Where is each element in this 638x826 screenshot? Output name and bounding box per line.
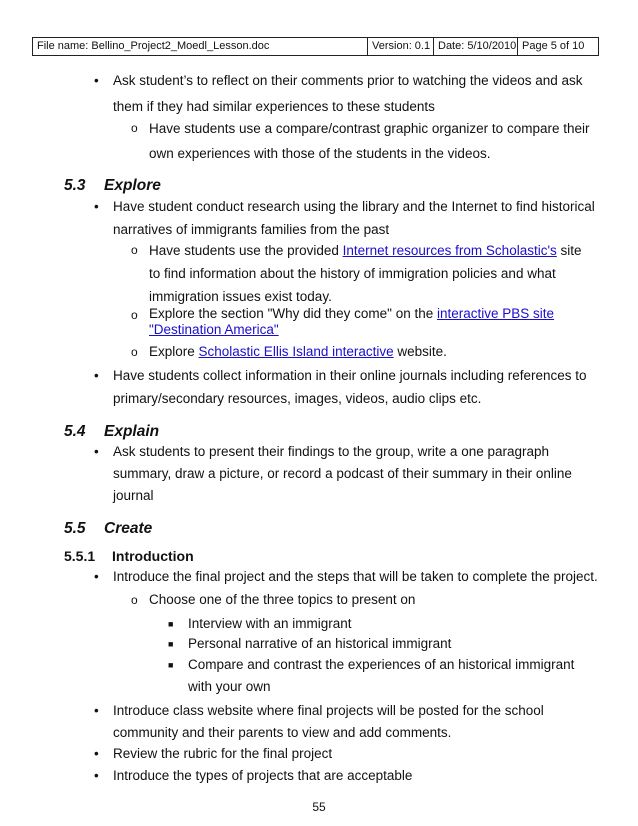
header-version: Version: 0.1 <box>368 38 434 56</box>
bullet-marker: • <box>94 703 99 718</box>
sub-marker: o <box>131 308 138 322</box>
explore-sub3-text-end: website. <box>393 344 447 359</box>
section-number: 5.4 <box>64 423 86 440</box>
square-marker: ■ <box>168 639 174 649</box>
section-number: 5.3 <box>64 177 86 194</box>
section-title: Explore <box>104 177 161 194</box>
bullet-marker: • <box>94 569 99 584</box>
create-bullet3: Review the rubric for the final project <box>113 746 333 761</box>
pbs-destination-america-link[interactable]: interactive PBS site <box>436 306 555 321</box>
square-marker: ■ <box>168 619 174 629</box>
explore-sub2-line1 <box>149 306 554 321</box>
intro-bullet-line1: Ask student’s to reflect on their comments prior to watching the videos and ask <box>113 73 583 88</box>
subsection-number: 5.5.1 <box>64 548 96 564</box>
explore-bullet1-line2: narratives of immigrants families from the past <box>113 222 390 237</box>
create-bullet2-line2: community and their parents to view and add comments. <box>113 725 452 740</box>
explore-bullet2-line1: Have students collect information in their online journals including references to <box>113 368 587 383</box>
create-item3-line2: with your own <box>188 679 271 694</box>
section-heading-explain <box>64 423 159 441</box>
bullet-marker: • <box>94 444 99 459</box>
intro-bullet-line2: them if they had similar experiences to these students <box>113 99 435 114</box>
sub-marker: o <box>131 121 138 135</box>
section-heading-create <box>64 520 152 538</box>
create-bullet4: Introduce the types of projects that are acceptable <box>113 768 413 783</box>
section-title: Explain <box>104 423 160 440</box>
header-page: Page 5 of 10 <box>518 38 599 56</box>
explore-sub2-text: Explore the section "Why did they come" on the <box>149 306 437 321</box>
explore-sub1-line1 <box>149 243 582 258</box>
scholastic-ellis-island-link[interactable]: Scholastic Ellis Island interactive <box>198 344 394 359</box>
sub-marker: o <box>131 243 138 257</box>
explore-bullet2-line2: primary/secondary resources, images, videos, audio clips etc. <box>113 391 482 406</box>
document-header <box>32 37 599 56</box>
create-bullet2-line1: Introduce class website where final projects will be posted for the school <box>113 703 544 718</box>
bullet-marker: • <box>94 199 99 214</box>
explore-sub3 <box>149 344 447 359</box>
scholastic-resources-link[interactable]: Internet resources from Scholastic's <box>342 243 557 258</box>
create-bullet1: Introduce the final project and the steps that will be taken to complete the project. <box>113 569 598 584</box>
create-item1: Interview with an immigrant <box>188 616 352 631</box>
header-date: Date: 5/10/2010 <box>434 38 518 56</box>
explore-bullet1-line1: Have student conduct research using the library and the Internet to find historical <box>113 199 595 214</box>
page-number: 55 <box>312 800 326 814</box>
pbs-destination-america-link-cont[interactable]: "Destination America" <box>149 322 279 337</box>
section-heading-explore <box>64 177 161 195</box>
intro-sub-line2: own experiences with those of the students in the videos. <box>149 146 491 161</box>
sub-marker: o <box>131 593 138 607</box>
subsection-heading-introduction <box>64 548 194 564</box>
section-title: Create <box>104 520 153 537</box>
sub-marker: o <box>131 345 138 359</box>
explore-sub1-text-end: site <box>556 243 582 258</box>
subsection-title: Introduction <box>112 548 194 564</box>
explore-sub1-line3: immigration issues exist today. <box>149 289 332 304</box>
bullet-marker: • <box>94 73 99 88</box>
create-sub1: Choose one of the three topics to present on <box>149 592 416 607</box>
section-number: 5.5 <box>64 520 86 537</box>
explore-sub2-line2 <box>149 322 279 337</box>
intro-sub-line1: Have students use a compare/contrast graphic organizer to compare their <box>149 121 590 136</box>
explain-bullet-line3: journal <box>113 488 154 503</box>
explore-sub1-text: Have students use the provided <box>149 243 343 258</box>
square-marker: ■ <box>168 660 174 670</box>
explain-bullet-line2: summary, draw a picture, or record a podcast of their summary in their online <box>113 466 572 481</box>
explore-sub3-text: Explore <box>149 344 199 359</box>
explore-sub1-line2: to find information about the history of immigration policies and what <box>149 266 556 281</box>
bullet-marker: • <box>94 746 99 761</box>
bullet-marker: • <box>94 768 99 783</box>
bullet-marker: • <box>94 368 99 383</box>
create-item2: Personal narrative of an historical immigrant <box>188 636 452 651</box>
explain-bullet-line1: Ask students to present their findings to the group, write a one paragraph <box>113 444 550 459</box>
header-file-name: File name: Bellino_Project2_Moedl_Lesson.doc <box>33 38 368 56</box>
create-item3-line1: Compare and contrast the experiences of an historical immigrant <box>188 657 575 672</box>
